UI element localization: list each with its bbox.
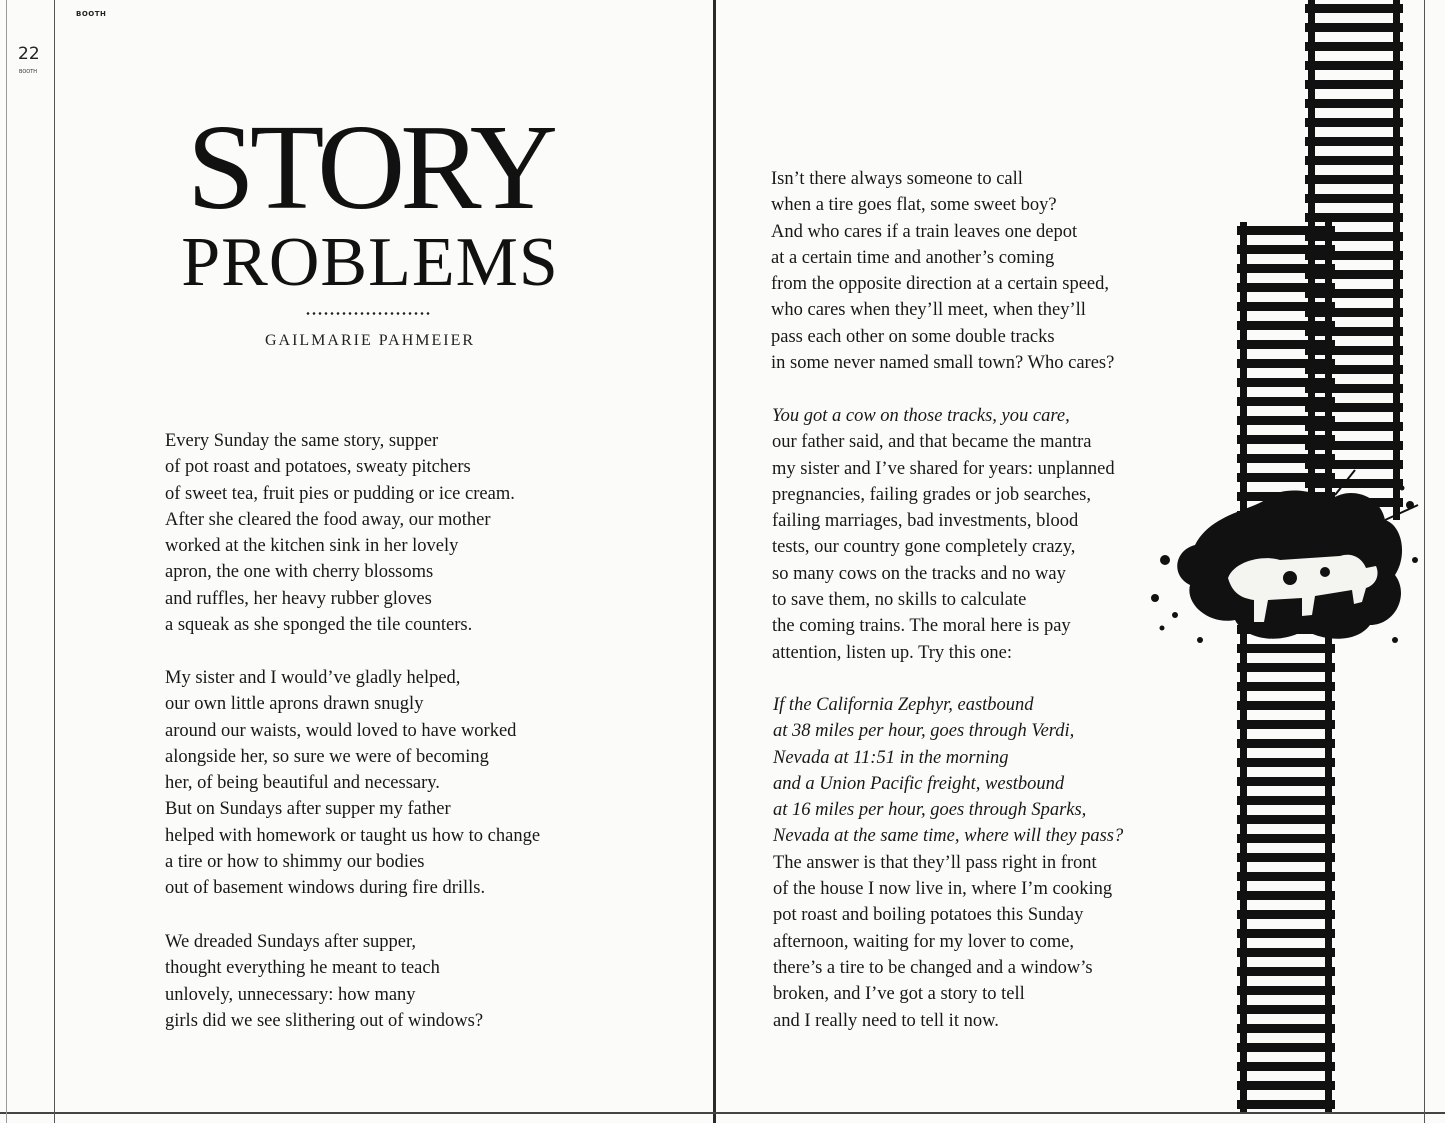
running-header: BOOTH xyxy=(76,10,107,18)
poem-line: a squeak as she sponged the tile counters. xyxy=(165,615,473,636)
poem-line: Nevada at 11:51 in the morning xyxy=(773,747,1009,768)
railroad-tie xyxy=(1305,137,1403,146)
railroad-tie xyxy=(1237,853,1335,862)
railroad-tie xyxy=(1237,264,1335,273)
railroad-tie xyxy=(1237,454,1335,463)
railroad-tie xyxy=(1305,4,1403,13)
railroad-tie xyxy=(1305,194,1403,203)
railroad-tie xyxy=(1237,359,1335,368)
railroad-tie xyxy=(1237,796,1335,805)
poem-line: worked at the kitchen sink in her lovely xyxy=(165,536,459,557)
railroad-tie xyxy=(1237,473,1335,482)
railroad-tie xyxy=(1305,175,1403,184)
poem-line: out of basement windows during fire drills. xyxy=(165,878,486,899)
stanza xyxy=(773,692,1123,1034)
railroad-tie xyxy=(1237,397,1335,406)
poem-line: Every Sunday the same story, supper xyxy=(165,431,439,451)
railroad-tie xyxy=(1237,226,1335,235)
poem-line: of sweet tea, fruit pies or pudding or ice cream. xyxy=(165,483,515,504)
poem-line: our father said, and that became the mantra xyxy=(772,432,1092,453)
railroad-tie xyxy=(1237,644,1335,653)
poem-line: of the house I now live in, where I’m cooking xyxy=(773,879,1113,900)
poem-line: and a Union Pacific freight, westbound xyxy=(773,773,1065,794)
railroad-tie xyxy=(1237,1043,1335,1052)
railroad-tie xyxy=(1237,834,1335,843)
poem-line: in some never named small town? Who cares? xyxy=(771,353,1115,374)
poem-line: You got a cow on those tracks, you care, xyxy=(772,406,1070,426)
page-edge-rule xyxy=(54,0,55,1123)
poem-line: of pot roast and potatoes, sweaty pitchers xyxy=(165,457,471,478)
railroad-tie xyxy=(1305,42,1403,51)
railroad-tie xyxy=(1237,910,1335,919)
stanza xyxy=(165,665,540,902)
railroad-tie xyxy=(1237,720,1335,729)
poem-line: to save them, no skills to calculate xyxy=(772,590,1027,611)
railroad-tie xyxy=(1237,739,1335,748)
poem-line: The answer is that they’ll pass right in front xyxy=(773,852,1097,873)
railroad-tie xyxy=(1237,967,1335,976)
poem-line: a tire or how to shimmy our bodies xyxy=(165,852,425,873)
poem-line: We dreaded Sundays after supper, xyxy=(165,932,417,952)
railroad-tie xyxy=(1237,1024,1335,1033)
poem-line: alongside her, so sure we were of becoming xyxy=(165,746,489,767)
poem-line: helped with homework or taught us how to change xyxy=(165,825,541,846)
poem-title xyxy=(150,100,590,301)
poem-line: After she cleared the food away, our mother xyxy=(165,509,491,530)
poem-line: girls did we see slithering out of windows? xyxy=(165,1010,484,1031)
railroad-tie xyxy=(1237,321,1335,330)
railroad-tie xyxy=(1237,378,1335,387)
railroad-tie xyxy=(1305,156,1403,165)
railroad-tie xyxy=(1237,986,1335,995)
railroad-tie xyxy=(1305,23,1403,32)
railroad-tie xyxy=(1237,245,1335,254)
poem-line: Nevada at the same time, where will they pass? xyxy=(773,826,1124,847)
author-name: GAILMARIE PAHMEIER xyxy=(264,332,476,349)
railroad-illustration xyxy=(1140,0,1430,1123)
railroad-tie xyxy=(1237,416,1335,425)
outer-edge-rule xyxy=(6,0,7,1123)
railroad-tie xyxy=(1237,340,1335,349)
railroad-tie xyxy=(1305,99,1403,108)
poem-line: and I really need to tell it now. xyxy=(773,1010,999,1031)
poem-line: pregnancies, failing grades or job searches, xyxy=(772,484,1091,505)
stanza xyxy=(165,929,483,1034)
dotted-divider xyxy=(305,312,431,315)
poem-line: her, of being beautiful and necessary. xyxy=(165,773,440,794)
poem-line: And who cares if a train leaves one depot xyxy=(771,221,1078,242)
stanza xyxy=(165,428,515,638)
stanza xyxy=(771,166,1114,376)
poem-line: when a tire goes flat, some sweet boy? xyxy=(771,195,1057,216)
poem-line: around our waists, would loved to have worked xyxy=(165,720,517,741)
title-line-1: STORY xyxy=(186,100,554,235)
railroad-tie xyxy=(1237,929,1335,938)
poem-line: my sister and I’ve shared for years: unplanned xyxy=(772,458,1115,479)
poem-line: so many cows on the tracks and no way xyxy=(772,563,1066,584)
railroad-tie xyxy=(1237,302,1335,311)
poem-line: at a certain time and another’s coming xyxy=(771,247,1055,268)
railroad-tie xyxy=(1237,1081,1335,1090)
poem-line: at 38 miles per hour, goes through Verdi, xyxy=(773,721,1075,742)
railroad-tie xyxy=(1305,61,1403,70)
railroad-tie xyxy=(1237,872,1335,881)
poem-line: But on Sundays after supper my father xyxy=(165,799,451,820)
poem-line: My sister and I would’ve gladly helped, xyxy=(165,668,461,688)
railroad-tie xyxy=(1237,758,1335,767)
railroad-tie xyxy=(1237,435,1335,444)
railroad-tie xyxy=(1305,80,1403,89)
poem-line: apron, the one with cherry blossoms xyxy=(165,562,434,583)
poem-line: our own little aprons drawn snugly xyxy=(165,694,424,715)
stanza xyxy=(772,403,1115,666)
poem-line: If the California Zephyr, eastbound xyxy=(773,695,1034,715)
poem-line: Isn’t there always someone to call xyxy=(771,169,1023,189)
poem-line: failing marriages, bad investments, blood xyxy=(772,511,1079,532)
page-number-label: BOOTH xyxy=(19,69,38,75)
railroad-tie xyxy=(1237,701,1335,710)
railroad-tie xyxy=(1305,213,1403,222)
title-line-2: PROBLEMS xyxy=(181,224,559,301)
poem-line: who cares when they’ll meet, when they’ll xyxy=(771,300,1086,321)
railroad-tie xyxy=(1237,948,1335,957)
railroad-tie xyxy=(1237,682,1335,691)
railroad-tie xyxy=(1305,118,1403,127)
poem-line: from the opposite direction at a certain speed, xyxy=(771,274,1110,295)
railroad-tie xyxy=(1237,1005,1335,1014)
railroad-tie xyxy=(1237,777,1335,786)
poem-line: pass each other on some double tracks xyxy=(771,326,1055,347)
left-page xyxy=(0,0,713,1123)
poem-line: unlovely, unnecessary: how many xyxy=(165,984,416,1005)
railroad-tie xyxy=(1237,891,1335,900)
poem-line: pot roast and boiling potatoes this Sunday xyxy=(773,905,1084,926)
poem-line: and ruffles, her heavy rubber gloves xyxy=(165,588,432,609)
ink-splatter-icon xyxy=(1151,470,1418,643)
railroad-tie xyxy=(1237,1100,1335,1109)
railroad-tie xyxy=(1237,283,1335,292)
poem-line: there’s a tire to be changed and a window’s xyxy=(773,957,1093,978)
railroad-tie xyxy=(1237,663,1335,672)
poem-line: attention, listen up. Try this one: xyxy=(772,642,1012,663)
poem-line: afternoon, waiting for my lover to come, xyxy=(773,931,1075,952)
poem-line: at 16 miles per hour, goes through Sparks, xyxy=(773,800,1087,821)
lower-track xyxy=(1237,222,1335,1112)
page-number: 22 xyxy=(18,44,40,64)
railroad-tie xyxy=(1237,1062,1335,1071)
railroad-tie xyxy=(1237,815,1335,824)
poem-line: broken, and I’ve got a story to tell xyxy=(773,984,1025,1005)
poem-line: thought everything he meant to teach xyxy=(165,958,440,979)
poem-line: the coming trains. The moral here is pay xyxy=(772,616,1071,637)
poem-line: tests, our country gone completely crazy, xyxy=(772,537,1076,558)
